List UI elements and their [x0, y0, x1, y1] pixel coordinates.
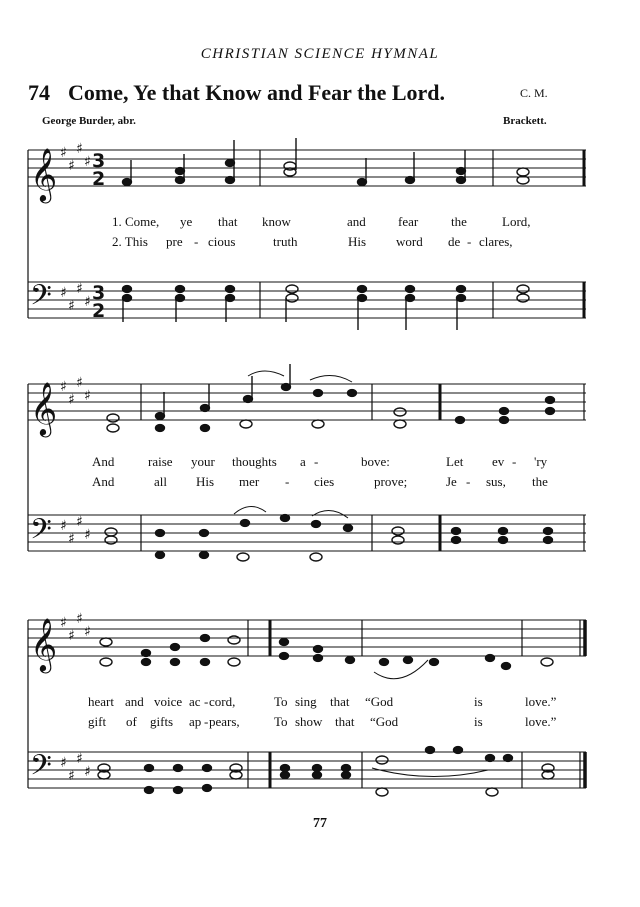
hymn-number: 74 [28, 80, 50, 105]
lyric-s1-v2-1: 2. This [112, 234, 148, 249]
page-number: 77 [313, 816, 327, 831]
lyric-s3-v2-6: pears, [209, 714, 240, 729]
lyric-s2-v1-6: - [314, 454, 319, 469]
svg-text:♯: ♯ [76, 611, 83, 627]
lyric-s1-v1-5: and [347, 214, 366, 229]
svg-text:3: 3 [92, 282, 106, 304]
svg-text:♯: ♯ [84, 154, 91, 170]
svg-text:♯: ♯ [68, 628, 75, 644]
system1-treble-staff [28, 150, 586, 186]
svg-text:𝄢: 𝄢 [30, 749, 52, 789]
svg-text:♯: ♯ [76, 281, 83, 297]
svg-text:♯: ♯ [60, 615, 67, 631]
lyric-s1-v2-6: His [348, 234, 367, 249]
svg-text:♯: ♯ [84, 527, 91, 543]
svg-text:♯: ♯ [76, 751, 83, 767]
lyric-s2-v2-3: His [196, 474, 215, 489]
lyric-s2-v1-11: 'ry [534, 454, 548, 469]
lyric-s2-v2-10: sus, [486, 474, 506, 489]
lyric-s3-v1-6: cord, [209, 694, 236, 709]
hymn-meter: C. M. [520, 86, 548, 100]
lyric-s2-v1-10: - [512, 454, 517, 469]
lyric-s3-v2-12: love.” [525, 714, 557, 729]
svg-text:𝄢: 𝄢 [30, 513, 52, 553]
lyric-s2-v1-8: Let [446, 454, 464, 469]
lyric-s1-v2-7: word [396, 234, 423, 249]
lyric-s3-v1-9: that [330, 694, 350, 709]
lyric-s3-v2-9: that [335, 714, 355, 729]
svg-text:♯: ♯ [60, 379, 67, 395]
lyric-s2-v1-3: your [191, 454, 215, 469]
svg-text:♯: ♯ [60, 285, 67, 301]
svg-text:♯: ♯ [60, 755, 67, 771]
lyric-s2-v2-11: the [532, 474, 548, 489]
hymn-title: Come, Ye that Know and Fear the Lord. [68, 80, 446, 105]
lyric-s2-v2-7: prove; [374, 474, 408, 489]
svg-text:♯: ♯ [76, 514, 83, 530]
lyric-s2-v2-6: cies [314, 474, 335, 489]
lyric-s3-v1-5: - [204, 694, 209, 709]
lyric-s3-v1-2: and [125, 694, 144, 709]
lyric-s2-v2-9: - [466, 474, 471, 489]
svg-text:♯: ♯ [68, 298, 75, 314]
svg-text:♯: ♯ [84, 764, 91, 780]
lyric-s1-v1-8: Lord, [502, 214, 531, 229]
svg-text:♯: ♯ [84, 388, 91, 404]
lyric-s3-v2-10: “God [370, 714, 399, 729]
svg-text:♯: ♯ [84, 294, 91, 310]
lyric-s2-v2-4: mer [239, 474, 260, 489]
lyric-s2-v1-1: And [92, 454, 115, 469]
lyric-s3-v2-7: To [274, 714, 288, 729]
svg-text:2: 2 [92, 168, 106, 190]
hymn-composer: Brackett. [503, 115, 547, 127]
lyric-s1-v2-2: pre [166, 234, 183, 249]
lyric-s1-v1-7: the [451, 214, 467, 229]
lyric-s1-v2-3: - [194, 234, 199, 249]
svg-text:♯: ♯ [76, 375, 83, 391]
svg-text:♯: ♯ [76, 141, 83, 157]
lyric-s2-v2-2: all [154, 474, 167, 489]
svg-text:♯: ♯ [68, 158, 75, 174]
svg-text:♯: ♯ [68, 392, 75, 408]
lyric-s3-v1-8: sing [295, 694, 317, 709]
svg-text:♯: ♯ [60, 518, 67, 534]
lyric-s3-v1-10: “God [365, 694, 394, 709]
svg-text:♯: ♯ [68, 531, 75, 547]
svg-text:♯: ♯ [60, 145, 67, 161]
lyric-s1-v2-10: clares, [479, 234, 513, 249]
lyric-s2-v1-5: a [300, 454, 306, 469]
lyric-s3-v1-12: love.” [525, 694, 557, 709]
lyric-s3-v2-1: gift [88, 714, 107, 729]
lyric-s1-v1-3: that [218, 214, 238, 229]
lyric-s2-v1-9: ev [492, 454, 505, 469]
lyric-s3-v2-4: ap [189, 714, 202, 729]
svg-text:♯: ♯ [84, 624, 91, 640]
svg-text:♯: ♯ [68, 768, 75, 784]
lyric-s1-v2-5: truth [273, 234, 298, 249]
lyric-s2-v1-4: thoughts [232, 454, 277, 469]
hymnal-running-header: CHRISTIAN SCIENCE HYMNAL [200, 46, 440, 62]
system3-treble-staff [28, 620, 586, 656]
svg-text:𝄞: 𝄞 [30, 147, 58, 201]
lyric-s1-v2-9: - [467, 234, 472, 249]
svg-text:2: 2 [92, 300, 106, 322]
lyric-s3-v1-4: ac [189, 694, 201, 709]
hymn-author: George Burder, abr. [42, 115, 136, 127]
lyric-s3-v2-2: of [126, 714, 137, 729]
system3-bass-staff [28, 752, 586, 788]
lyric-s3-v1-1: heart [88, 694, 114, 709]
lyric-s2-v1-7: bove: [361, 454, 390, 469]
lyric-s3-v1-3: voice [154, 694, 183, 709]
svg-text:3: 3 [92, 150, 106, 172]
svg-text:𝄞: 𝄞 [30, 381, 58, 435]
svg-text:𝄢: 𝄢 [30, 279, 52, 319]
lyric-s2-v2-8: Je [446, 474, 457, 489]
lyric-s3-v1-7: To [274, 694, 288, 709]
lyric-s3-v2-3: gifts [150, 714, 174, 729]
lyric-s3-v2-5: - [204, 714, 209, 729]
lyric-s1-v1-4: know [262, 214, 291, 229]
system1-bass-staff [28, 282, 586, 318]
lyric-s1-v2-4: cious [208, 234, 236, 249]
lyric-s2-v2-5: - [285, 474, 290, 489]
lyric-s1-v1-1: 1. Come, [112, 214, 160, 229]
lyric-s3-v1-11: is [474, 694, 483, 709]
svg-text:𝄞: 𝄞 [30, 617, 58, 671]
lyric-s2-v2-1: And [92, 474, 115, 489]
lyric-s3-v2-8: show [295, 714, 323, 729]
lyric-s1-v1-6: fear [398, 214, 419, 229]
lyric-s1-v2-8: de [448, 234, 461, 249]
lyric-s1-v1-2: ye [180, 214, 193, 229]
lyric-s3-v2-11: is [474, 714, 483, 729]
lyric-s2-v1-2: raise [148, 454, 173, 469]
